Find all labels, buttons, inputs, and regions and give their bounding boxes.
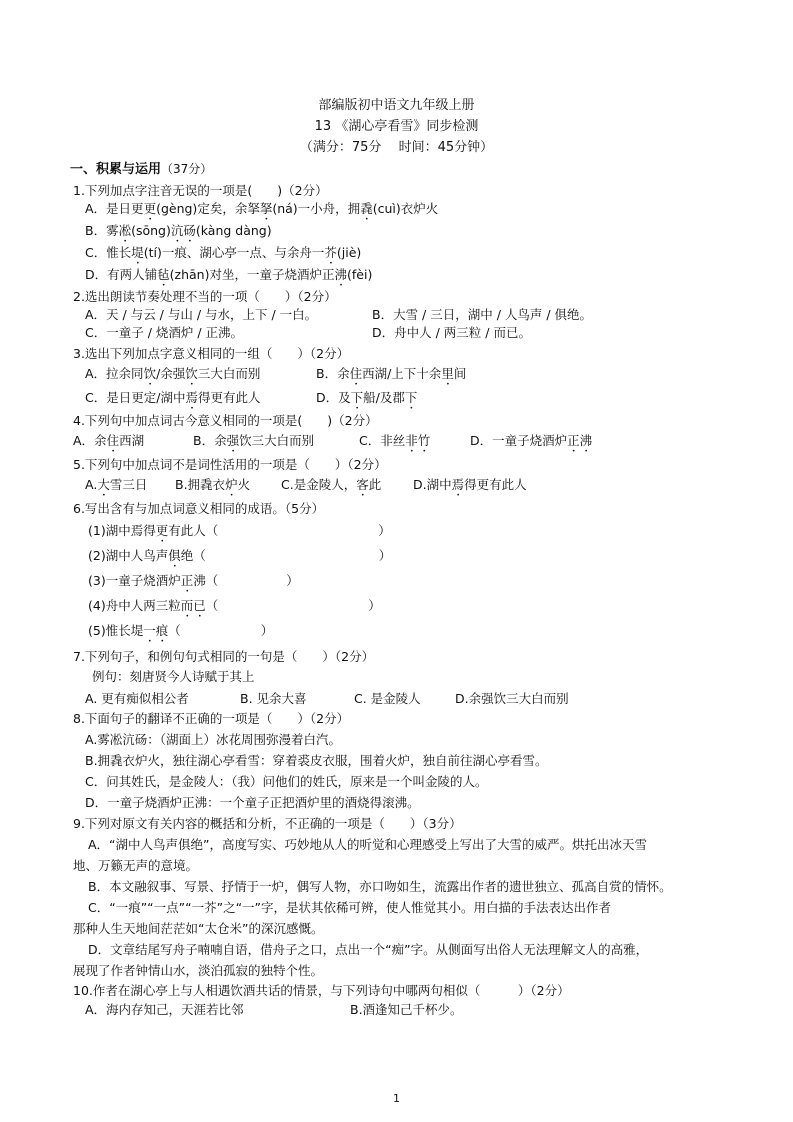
text-segment: /余强 (156, 366, 186, 381)
q6-item-3 (88, 572, 299, 595)
lesson-title: 13 《湖心亭看雪》同步检测 (314, 119, 479, 134)
text-segment: A．是日更 (85, 201, 144, 216)
text-segment: ） (286, 573, 299, 588)
text-segment: B．余 (193, 433, 227, 448)
q6-stem: 6.写出含有与加点词意义相同的成语。（5分） (73, 501, 325, 516)
dotted-char: 住 (349, 366, 363, 381)
q8-option-c: C．问其姓氏，是金陵人：（我）问他们的姓氏，原来是一个叫金陵的人。 (85, 774, 488, 789)
q3-option-c (85, 389, 260, 412)
text-segment: (gèng)定矣，余拏 (156, 201, 260, 216)
q4-stem: 4.下列句中加点词古今意义相同的一项是( )（2分） (73, 413, 378, 428)
q7-option-c: C. 是金陵人 (354, 691, 421, 706)
text-segment: (5)惟长堤 (88, 623, 144, 638)
q9-option-d-line1: D．文章结尾写舟子喃喃自语，借舟子之口，点出一个“痴”字。从侧面写出俗人无法理解文人的高雅， (88, 942, 649, 957)
q6-item-2 (88, 547, 391, 570)
q9-option-c-line2: 那种人生天地间茫茫如“太仓米”的深沉感慨。 (73, 921, 324, 936)
q3-option-b (316, 365, 466, 388)
text-segment: (fèi) (347, 267, 373, 282)
text-segment: (jiè) (336, 245, 362, 260)
text-segment: 沸（ (193, 573, 219, 588)
text-segment: 火 (237, 477, 251, 492)
book-title: 部编版初中语文九年级上册 (318, 98, 475, 113)
text-segment: (2)湖中人鸟声 (88, 548, 169, 563)
text-segment: 得更有此人 (197, 390, 261, 405)
q10-option-b: B.酒逢知己千杯少。 (350, 1002, 463, 1017)
dotted-char: 焉 (185, 390, 198, 405)
q1-option-d (85, 266, 372, 289)
dotted-char: 炉 (225, 477, 238, 492)
text-segment: 此 (368, 477, 382, 492)
text-segment: 有此人（ (168, 523, 219, 538)
dotted-char: 芥 (324, 245, 337, 260)
q3-option-d (316, 389, 417, 412)
q9-option-a-line2: 地、万籁无声的意境。 (73, 858, 199, 873)
q8-stem: 8.下面句子的翻译不正确的一项是（ ）（2分） (73, 711, 350, 726)
dotted-char: 住 (106, 433, 120, 448)
q9-option-b: B．本文融叙事、写景、抒情于一炉，偶写人物，亦口吻如生，流露出作者的遗世独立、孤高自赏的情怀。 (88, 879, 672, 894)
text-segment: 雪三日 (109, 477, 148, 492)
q1-option-b (85, 222, 272, 245)
exam-meta: （满分：75分 时间：45分钟） (299, 140, 494, 155)
dotted-char: 沸 (334, 267, 347, 282)
q6-item-1 (88, 522, 391, 545)
dotted-char: 下 (350, 390, 364, 405)
q7-option-b: B. 见余大喜 (240, 691, 307, 706)
text-segment: A．拉余同 (85, 366, 144, 381)
dotted-char: 拏 (259, 201, 273, 216)
dotted-char: 俱 (168, 548, 181, 563)
text-segment: B.拥毳衣 (175, 477, 226, 492)
q9-option-c-line1: C．“一痕”“一点”“一芥”之“一”字，是状其依稀可辨，使人惟觉其小。用白描的手法表达出作者 (88, 900, 612, 915)
q2-option-b: B．大雪 / 三日，湖中 / 人鸟声 / 俱绝。 (372, 307, 593, 322)
text-segment: (tí)一痕、湖心亭一点、与余舟一 (143, 245, 325, 260)
dotted-char: 沆砀 (170, 223, 196, 238)
q4-option-a (73, 432, 144, 455)
dotted-char: 凇 (118, 223, 132, 238)
text-segment: (1)湖中焉得 (88, 523, 156, 538)
dotted-char: 强 (226, 433, 240, 448)
text-segment: C.是金陵人， (281, 477, 357, 492)
dotted-char: 饮 (143, 366, 157, 381)
dotted-char: 焉 (451, 477, 465, 492)
text-segment: D．一童子烧酒炉 (470, 433, 568, 448)
q5-stem: 5.下列句中加点词不是词性活用的一项是（ ）（2分） (73, 457, 387, 472)
dotted-char: 更 (143, 201, 157, 216)
q9-stem: 9.下列对原文有关内容的概括和分析，不正确的一项是（ ）（3分） (73, 816, 462, 831)
section-score: （37分） (161, 162, 213, 176)
dotted-char: 里 (441, 366, 454, 381)
text-segment: B．雾 (85, 223, 119, 238)
dotted-char: 而已 (180, 598, 206, 613)
text-segment: C．非丝 (359, 433, 406, 448)
q1-option-a (85, 200, 438, 223)
q4-option-d (470, 432, 592, 455)
q4-option-b (193, 432, 314, 455)
dotted-char: 正沸 (567, 433, 593, 448)
q6-item-5 (88, 622, 273, 645)
text-segment: （ (168, 623, 181, 638)
text-segment: 西湖 (119, 433, 145, 448)
dotted-char: 一痕 (143, 623, 169, 638)
dotted-char: 下 (404, 390, 418, 405)
text-segment: 西湖/上下十余 (362, 366, 442, 381)
dotted-char: 大 (97, 477, 110, 492)
q10-option-a: A．海内存知己，天涯若比邻 (85, 1002, 244, 1017)
dotted-char: 客 (356, 477, 369, 492)
q9-option-d-line2: 展现了作者钟情山水，淡泊孤寂的独特个性。 (73, 963, 324, 978)
q6-item-4 (88, 597, 381, 620)
dotted-char: 正 (180, 573, 194, 588)
text-segment: ） (260, 623, 274, 638)
q9-option-a-line1: A．“湖中人鸟声俱绝”，高度写实、巧妙地从人的听觉和心理感受上写出了大雪的威严。烘托出冰天雪 (88, 837, 648, 852)
text-segment: ） (368, 598, 381, 613)
text-segment: (zhān)对坐，一童子烧酒炉正 (169, 267, 335, 282)
text-segment: (4)舟中人两三粒 (88, 598, 181, 613)
text-segment: C．惟长 (85, 245, 132, 260)
text-segment: 三大白而别 (197, 366, 261, 381)
q2-option-c: C．一童子 / 烧酒炉 / 正沸。 (85, 325, 244, 340)
q1-stem: 1.下列加点字注音无误的一项是( )（2分） (73, 183, 328, 198)
text-segment: (3)一童子烧酒炉 (88, 573, 181, 588)
q8-option-b: B.拥毳衣炉火，独往湖心亭看雪：穿着裘皮衣服，围着火炉，独自前往湖心亭看雪。 (85, 753, 548, 768)
text-segment: 船/及郡 (363, 390, 405, 405)
q7-option-d: D.余强饮三大白而别 (455, 691, 569, 706)
section-title: 一、积累与运用 (70, 162, 162, 177)
text-segment: ） (378, 523, 391, 538)
q3-option-a (85, 365, 260, 388)
text-segment: (kàng dàng) (195, 223, 272, 238)
q5-option-d (413, 476, 527, 499)
text-segment: A．余 (73, 433, 107, 448)
q1-option-c (85, 244, 361, 267)
q2-stem: 2.选出朗读节奏处理不当的一项（ ）（2分） (73, 289, 337, 304)
text-segment: D.湖中 (413, 477, 452, 492)
q2-option-d: D．舟中人 / 两三粒 / 而已。 (372, 325, 531, 340)
q5-option-c (281, 476, 381, 499)
q7-example: 例句：刻唐贤今人诗赋于其上 (92, 669, 255, 684)
dotted-char: 饮 (185, 366, 198, 381)
text-segment: 间 (453, 366, 467, 381)
q5-option-b (175, 476, 250, 499)
text-segment: D．有两人铺 (85, 267, 158, 282)
text-segment: (cuì)衣炉火 (372, 201, 439, 216)
q8-option-a: A.雾凇沆砀：（湖面上）冰花周围弥漫着白汽。 (85, 732, 342, 747)
q7-stem: 7.下列句子，和例句句式相同的一句是（ ）（2分） (73, 649, 375, 664)
q10-stem: 10.作者在湖心亭上与人相遇饮酒共话的情景，与下列诗句中哪两句相似（ ）（2分） (73, 983, 570, 998)
dotted-char: 毳 (360, 201, 373, 216)
text-segment: B．余 (316, 366, 350, 381)
dotted-char: 堤 (131, 245, 144, 260)
text-segment: (ná)一小舟，拥 (272, 201, 361, 216)
text-segment: D．及 (316, 390, 351, 405)
text-segment: 得更有此人 (464, 477, 527, 492)
text-segment: ） (378, 548, 392, 563)
q7-option-a: A. 更有痴似相公者 (85, 691, 189, 706)
text-segment: （ (205, 598, 219, 613)
page-number: 1 (393, 1092, 400, 1105)
dotted-char: 更 (155, 523, 169, 538)
dotted-char: 非竹 (405, 433, 431, 448)
text-segment: (sōng) (131, 223, 171, 238)
q5-option-a (85, 476, 147, 499)
dotted-char: 毡 (157, 267, 170, 282)
section-heading (70, 160, 212, 179)
text-segment: 绝（ (180, 548, 206, 563)
q3-stem: 3.选出下列加点字意义相同的一组（ ）（2分） (73, 346, 350, 361)
text-segment: C．是日更定/湖中 (85, 390, 186, 405)
text-segment: A. (85, 477, 98, 492)
q4-option-c (359, 432, 430, 455)
q8-option-d: D．一童子烧酒炉正沸：一个童子正把酒炉里的酒烧得滚沸。 (85, 795, 420, 810)
q2-option-a: A．天 / 与云 / 与山 / 与水，上下 / 一白。 (85, 307, 318, 322)
text-segment: 饮三大白而别 (239, 433, 315, 448)
